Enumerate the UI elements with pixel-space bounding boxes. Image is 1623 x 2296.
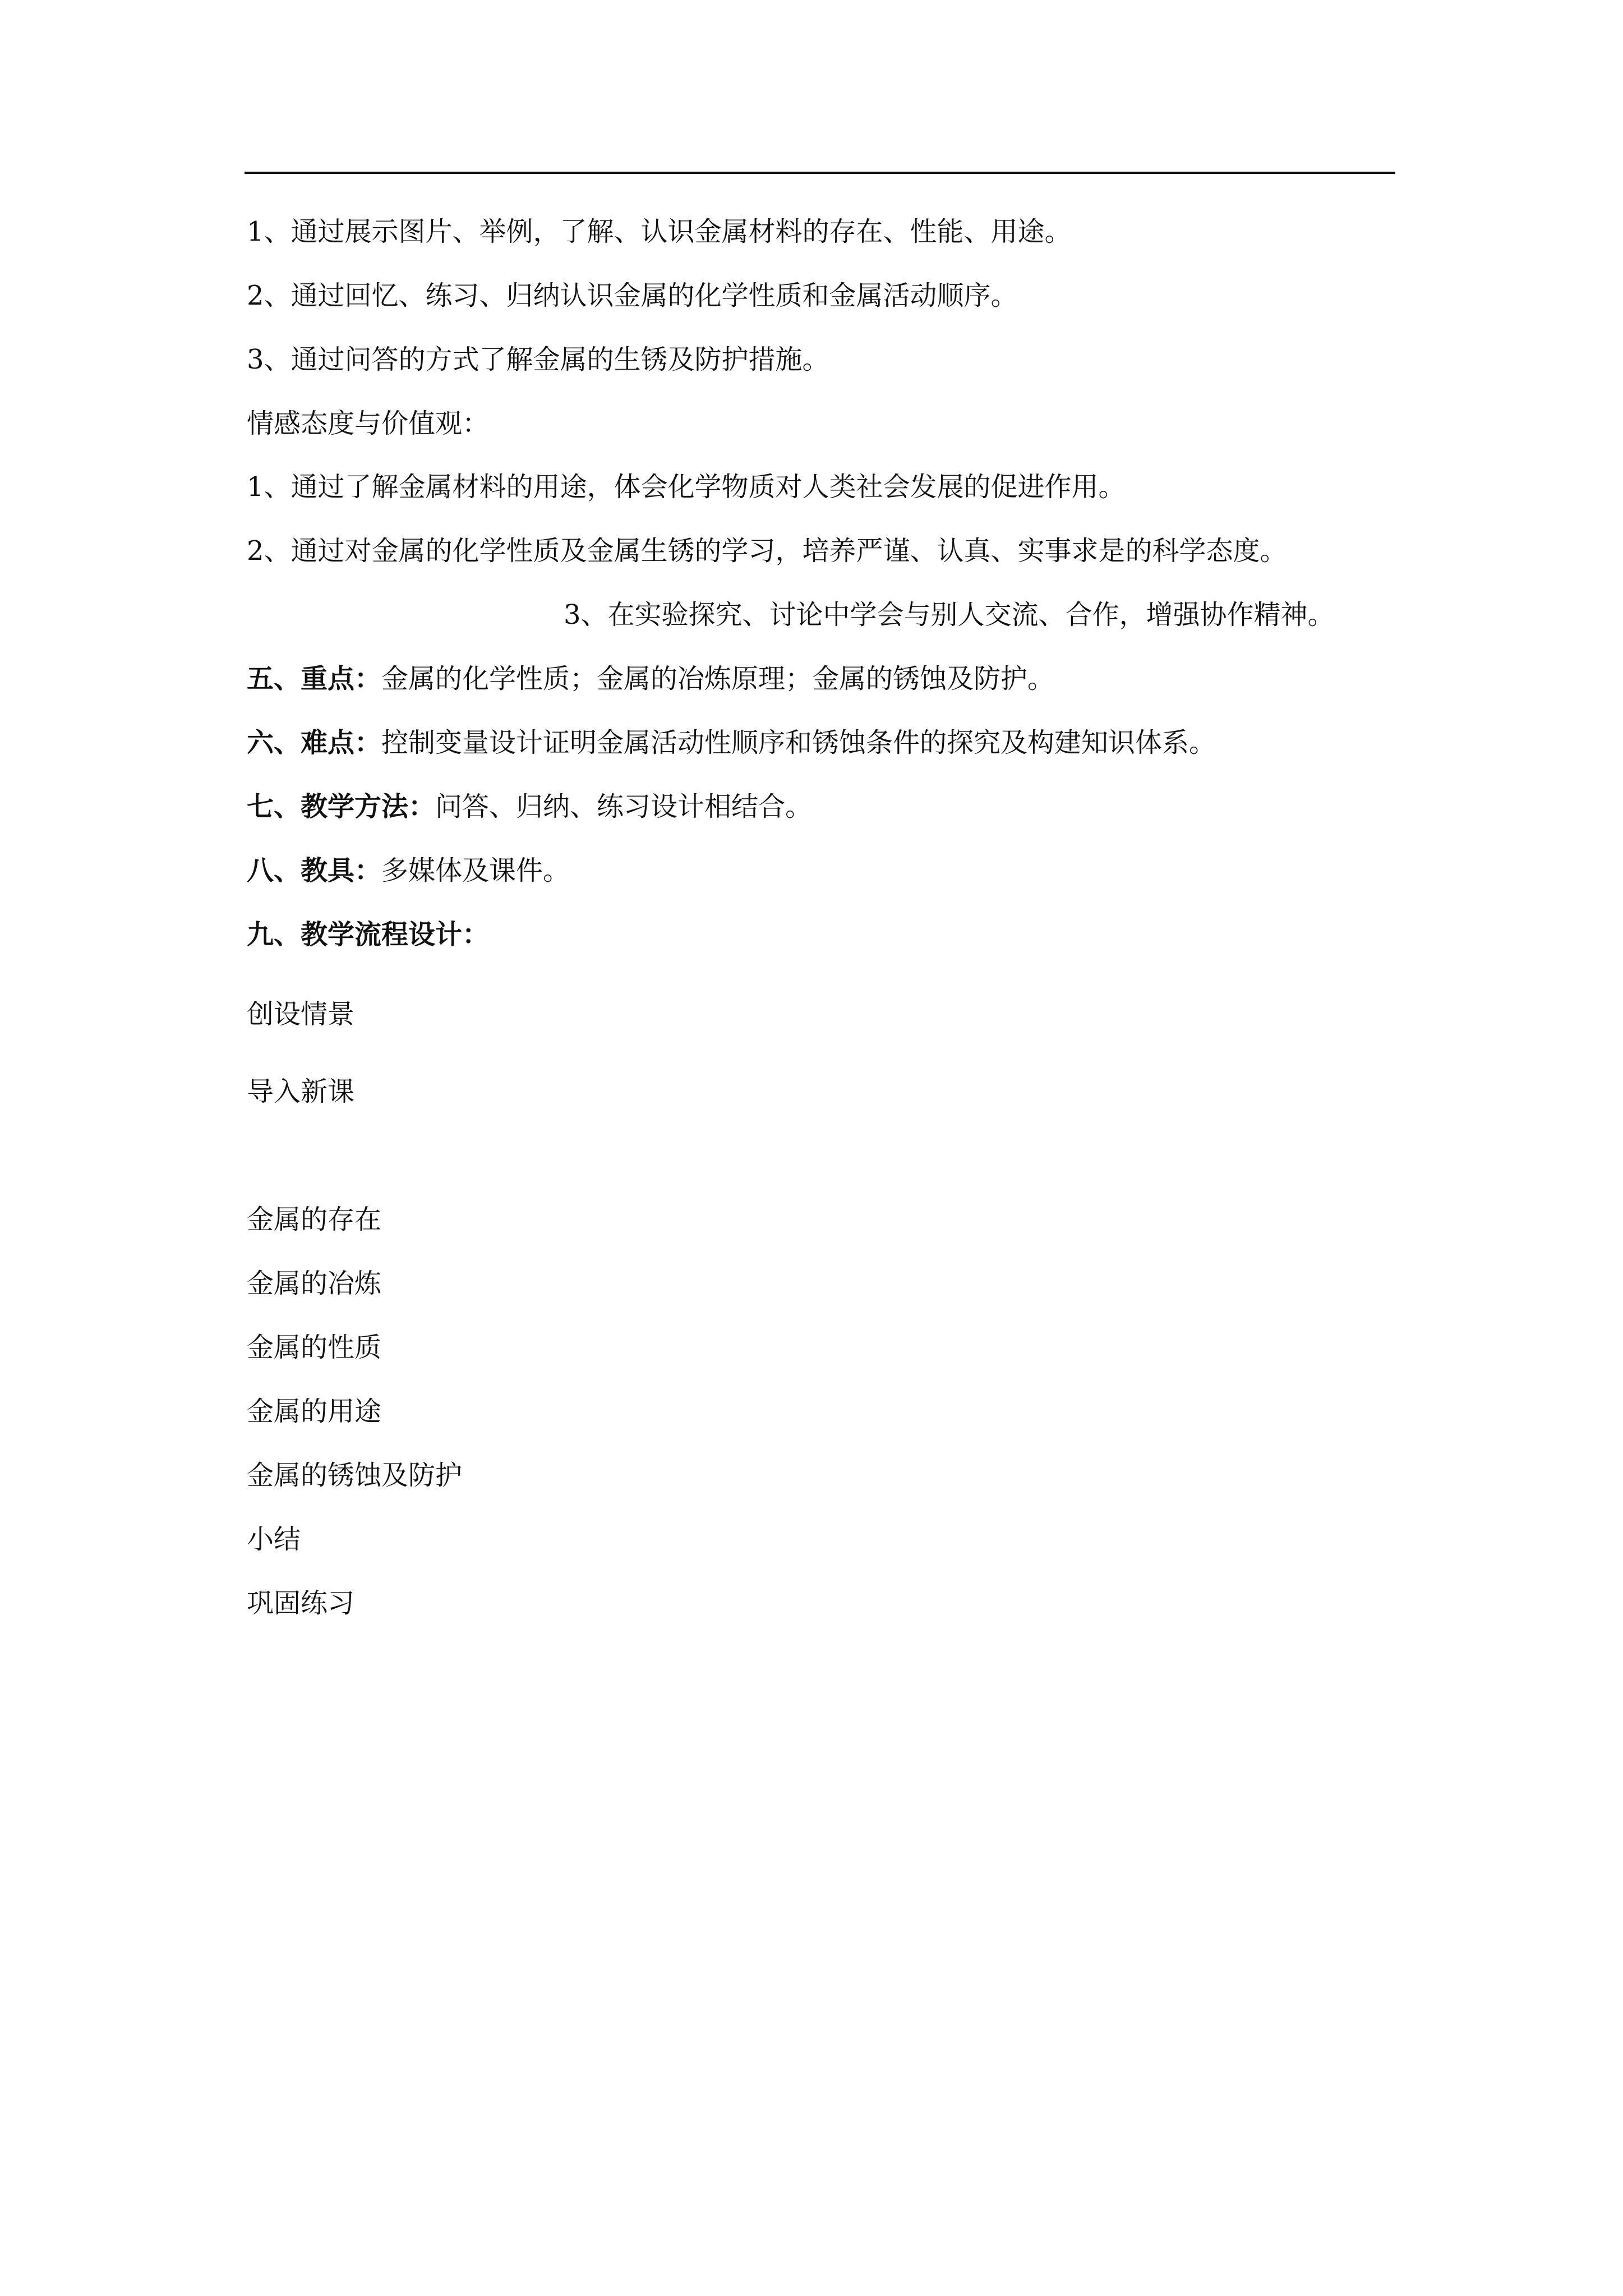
flow-intro-item: 创设情景 <box>247 999 355 1030</box>
objective-skill-3: 3、通过问答的方式了解金属的生锈及防护措施。 <box>247 344 829 375</box>
flow-item: 金属的存在 <box>247 1204 382 1235</box>
flow-item: 金属的锈蚀及防护 <box>247 1460 463 1491</box>
attitude-heading: 情感态度与价值观： <box>247 408 490 439</box>
flow-item: 金属的用途 <box>247 1396 382 1427</box>
header-rule <box>245 172 1395 174</box>
objective-skill-2: 2、通过回忆、练习、归纳认识金属的化学性质和金属活动顺序。 <box>247 280 1018 311</box>
key-points-text: 金属的化学性质；金属的冶炼原理；金属的锈蚀及防护。 <box>381 663 1055 694</box>
flow-item: 巩固练习 <box>247 1588 355 1619</box>
objective-attitude-2: 2、通过对金属的化学性质及金属生锈的学习，培养严谨、认真、实事求是的科学态度。 <box>247 535 1287 567</box>
teaching-aids-label: 八、教具： <box>247 855 382 886</box>
teaching-aids-text: 多媒体及课件。 <box>381 855 570 886</box>
difficulties-label: 六、难点： <box>247 727 382 758</box>
flow-item: 金属的冶炼 <box>247 1268 382 1299</box>
flow-item: 金属的性质 <box>247 1332 382 1363</box>
objective-attitude-1: 1、通过了解金属材料的用途，体会化学物质对人类社会发展的促进作用。 <box>247 471 1126 503</box>
flow-intro-item: 导入新课 <box>247 1076 355 1107</box>
key-points-label: 五、重点： <box>247 663 382 694</box>
teaching-method-text: 问答、归纳、练习设计相结合。 <box>435 791 813 822</box>
objective-attitude-3: 3、在实验探究、讨论中学会与别人交流、合作，增强协作精神。 <box>564 599 1335 631</box>
teaching-method-line <box>247 790 812 823</box>
difficulties-text: 控制变量设计证明金属活动性顺序和锈蚀条件的探究及构建知识体系。 <box>381 727 1216 758</box>
teaching-method-label: 七、教学方法： <box>247 791 436 822</box>
objective-skill-1: 1、通过展示图片、举例，了解、认识金属材料的存在、性能、用途。 <box>247 216 1072 247</box>
difficulties-line <box>247 726 1216 760</box>
flow-heading: 九、教学流程设计： <box>247 919 490 950</box>
flow-item: 小结 <box>247 1524 301 1555</box>
teaching-aids-line <box>247 854 570 887</box>
key-points-line <box>247 662 1054 696</box>
